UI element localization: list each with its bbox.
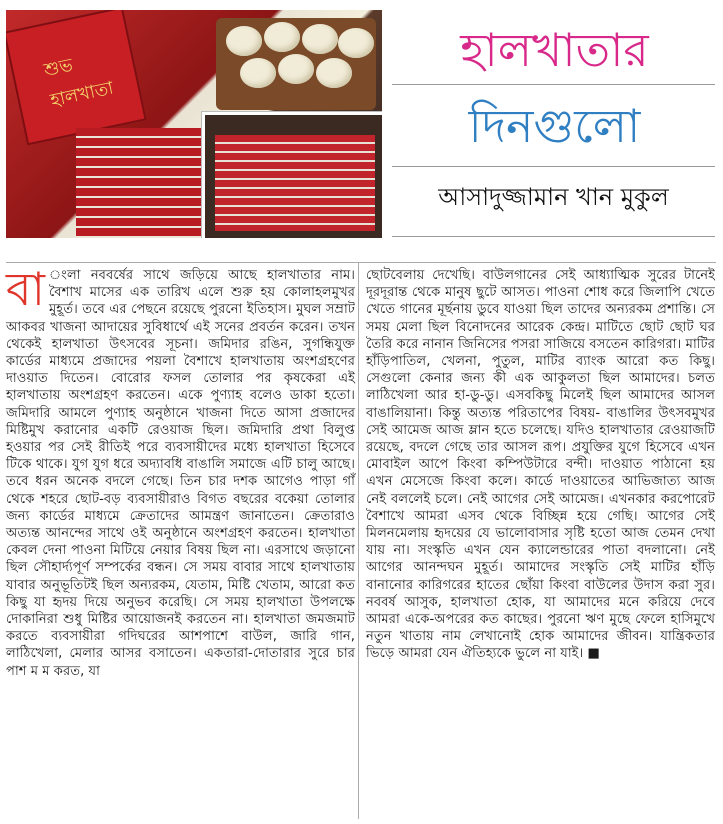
article-text-left: ংলা নববর্ষের সাথে জড়িয়ে আছে হালখাতার নাম। বৈশাখ মাসের এক তারিখ এলে শুরু হয় কোলাহলমুখর মুহূর্ত। তবে এর পেছনে রয়েছে পুরনো ইতিহাস। মুঘল সম্রাট আকবর খাজনা আদায়ের সুবিধার্থে এই সনের প্রবর্তন করেন। তখন থেকেই হালখাতা উৎসবের সূচনা। জমিদার রঙিন, সুগন্ধিযুক্ত কার্ডের মাধ্যমে প্রজাদের পয়লা বৈশাখে হালখাতায় অংশগ্রহণের দাওয়াত দিতেন। বোরোর ফসল তোলার পর কৃষকেরা এই হালখাতায় অংশগ্রহণ করতেন। একে পুণ্যাহ বলেও ডাকা হতো। জমিদারি আমলে পুণ্যাহ অনুষ্ঠানে খাজনা দিতে আসা প্রজাদের মিষ্টিমুখ করানোর একটি রেওয়াজ ছিল। জমিদারি প্রথা বিলুপ্ত হওয়ার পর সেই রীতিই পরে ব্যবসায়ীদের মধ্যে হালখাতা হিসেবে টিকে থাকে। যুগ যুগ ধরে অদ্যাবধি বাঙালি সমাজে এটি চালু আছে। তবে ধরন অনেক বদলে গেছে। তিন চার দশক আগেও পাড়া গাঁ থেকে শহরে ছোট-বড় ব্যবসায়ীরাও বিগত বছরের বকেয়া তোলার জন্য কার্ডের মাধ্যমে ক্রেতাদের আমন্ত্রণ জানাতেন। ক্রেতারাও অত্যন্ত আনন্দের সাথে ওই অনুষ্ঠানে অংশগ্রহণ করতেন। হালখাতা কেবল দেনা পাওনা মিটিয়ে নেয়ার বিষয় ছিল না। এরসাথে জড়ানো ছিল সৌহার্দ্যপূর্ণ সম্পর্কের বন্ধন। সে সময় বাবার সাথে হালখাতায় যাবার অনুভূতিটই ছিল অন্যরকম, যেতাম, মিষ্টি খেতাম, আরো কত কিছু যা হৃদয় দিয়ে অনুভব করেছি। সে সময় হালখাতা উপলক্ষে দোকানিরা শুধু মিষ্টির আয়োজনই করতেন না। হালখাতা জমজমাট করতে ব্যবসায়ীরা গদিঘরের আশপাশে বাউল, জারি গান, লাঠিখেলা, মেলার আসর বসাতেন। একতারা-দোতারার সুরে চার পাশ ম ম করত, যা [6, 268, 355, 679]
header-photo [6, 10, 382, 238]
byline-divider [392, 236, 715, 237]
article-column-right [366, 267, 715, 663]
author-byline: আসাদুজ্জামান খান মুকুল [438, 183, 669, 211]
article-title-line1: হালখাতার [460, 23, 649, 77]
article-title-line2: দিনগুলো [468, 99, 641, 153]
sweets-plate [216, 18, 376, 110]
red-ledger-book [6, 10, 147, 145]
drop-cap: বা [6, 262, 45, 316]
ledger-stack [76, 128, 206, 238]
article-text-right: ছোটবেলায় দেখেছি। বাউলগানের সেই আধ্যাত্মিক সুরের টানেই দূরদূরান্ত থেকে মানুষ ছুটে আসত। পাওনা শোধ করে জিলাপি খেতে খেতে গানের মূর্ছনায় ডুবে যাওয়া ছিল তাদের অন্যরকম প্রশান্তি। সে সময় মেলা ছিল বিনোদনের আরেক কেন্দ্র। মাটিতে ছোট ছোট ঘর তৈরি করে নানান জিনিসের পসরা সাজিয়ে বসতেন কারিগরা। মাটির হাঁড়িপাতিল, খেলনা, পুতুল, মাটির ব্যাংক আরো কত কিছু। সেগুলো কেনার জন্য কী এক আকুলতা ছিল আমাদের। চলত লাঠিখেলা আর হা-ডু-ডু। এসবকিছু মিলেই ছিল আমাদের আসল বাঙালিয়ানা। কিন্তু অত্যন্ত পরিতাপের বিষয়- বাঙালির উৎসবমুখর সেই আমেজ আজ ম্লান হতে চলেছে। যদিও হালখাতার রেওয়াজটি রয়েছে, বদলে গেছে তার আসল রূপ। প্রযুক্তির যুগে হিসেবে এখন মোবাইল আপে কিংবা কম্পিউটারে বন্দী। দাওয়াত পাঠানো হয় এখন মেসেজে কিংবা কলে। কার্ডে দাওয়াতের আভিজাত্য আজ নেই বললেই চলে। নেই আগের সেই আমেজ। এখনকার করপোরেট বৈশাখে আমরা এসব থেকে বিচ্ছিন্ন হয়ে গেছি। আগের সেই মিলনমেলায় হৃদয়ের যে ভালোবাসার সৃষ্টি হতো আজ তেমন দেখা যায় না। সংস্কৃতি এখন যেন ক্যালেন্ডারের পাতা বদলানো। নেই আগের আনন্দঘন মুহূর্ত। আমাদের সংস্কৃতি সেই মাটির হাঁড়ি বানানোর কারিগরের হাতের ছোঁয়া কিংবা বাউলের উদাস করা সুর। নববর্ষ আসুক, হালখাতা হোক, যা আমাদের মনে করিয়ে দেবে আমরা একে-অপরের কত কাছের। পুরনো ঋণ মুছে ফেলে হাসিমুখে নতুন খাতায় নাম লেখানোই হোক আমাদের জীবন। যান্ত্রিকতার ভিড়ে আমরা যেন ঐতিহ্যকে ভুলে না যাই। ■ [366, 268, 715, 662]
title-divider [392, 166, 715, 167]
ledger-cover-text: শুভ হালখাতা [42, 54, 116, 112]
column-divider [358, 263, 359, 819]
inset-photo-ledgers [202, 112, 382, 238]
article-column-left [6, 262, 355, 680]
title-divider [392, 84, 715, 85]
article-body [6, 262, 716, 819]
